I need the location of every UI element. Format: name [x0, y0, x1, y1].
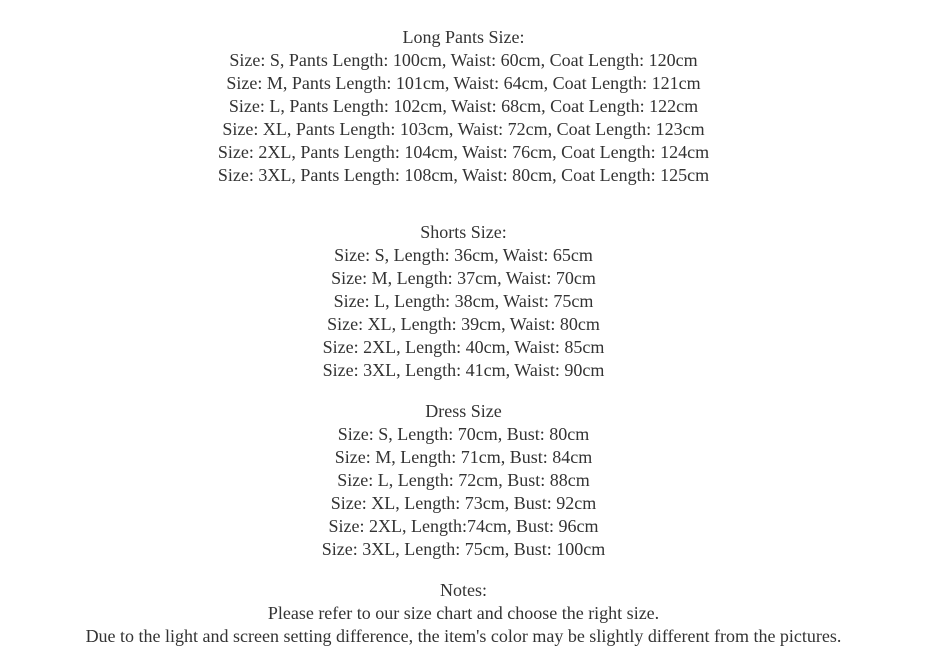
- long-pants-row-2xl: Size: 2XL, Pants Length: 104cm, Waist: 76cm, Coat Length: 124cm: [217, 142, 710, 162]
- long-pants-row-l: Size: L, Pants Length: 102cm, Waist: 68cm, Coat Length: 122cm: [228, 96, 699, 116]
- long-pants-row-s: Size: S, Pants Length: 100cm, Waist: 60cm, Coat Length: 120cm: [229, 50, 698, 70]
- dress-row-l: Size: L, Length: 72cm, Bust: 88cm: [337, 470, 590, 490]
- long-pants-row-m: Size: M, Pants Length: 101cm, Waist: 64cm, Coat Length: 121cm: [226, 73, 701, 93]
- notes-size-chart-line: Please refer to our size chart and choose the right size.: [267, 603, 660, 623]
- shorts-row-s: Size: S, Length: 36cm, Waist: 65cm: [334, 245, 593, 265]
- shorts-row-l: Size: L, Length: 38cm, Waist: 75cm: [333, 291, 594, 311]
- dress-row-s: Size: S, Length: 70cm, Bust: 80cm: [337, 424, 590, 444]
- dress-row-3xl: Size: 3XL, Length: 75cm, Bust: 100cm: [321, 539, 606, 559]
- shorts-section: [0, 221, 927, 382]
- shorts-row-xl: Size: XL, Length: 39cm, Waist: 80cm: [327, 314, 600, 334]
- dress-heading: Dress Size: [425, 401, 502, 421]
- notes-heading: Notes:: [440, 580, 487, 600]
- dress-section: [0, 400, 927, 561]
- shorts-row-3xl: Size: 3XL, Length: 41cm, Waist: 90cm: [322, 360, 605, 380]
- shorts-row-m: Size: M, Length: 37cm, Waist: 70cm: [331, 268, 596, 288]
- dress-row-m: Size: M, Length: 71cm, Bust: 84cm: [334, 447, 593, 467]
- notes-color-disclaimer-line: Due to the light and screen setting difference, the item's color may be slightly different from the pictures.: [85, 626, 842, 646]
- long-pants-row-3xl: Size: 3XL, Pants Length: 108cm, Waist: 80cm, Coat Length: 125cm: [217, 165, 710, 185]
- shorts-row-2xl: Size: 2XL, Length: 40cm, Waist: 85cm: [322, 337, 605, 357]
- notes-section: [0, 579, 927, 648]
- long-pants-row-xl: Size: XL, Pants Length: 103cm, Waist: 72cm, Coat Length: 123cm: [222, 119, 705, 139]
- long-pants-heading: Long Pants Size:: [402, 27, 525, 47]
- long-pants-section: [0, 0, 927, 187]
- dress-row-xl: Size: XL, Length: 73cm, Bust: 92cm: [330, 493, 597, 513]
- dress-row-2xl: Size: 2XL, Length:74cm, Bust: 96cm: [328, 516, 599, 536]
- shorts-heading: Shorts Size:: [420, 222, 507, 242]
